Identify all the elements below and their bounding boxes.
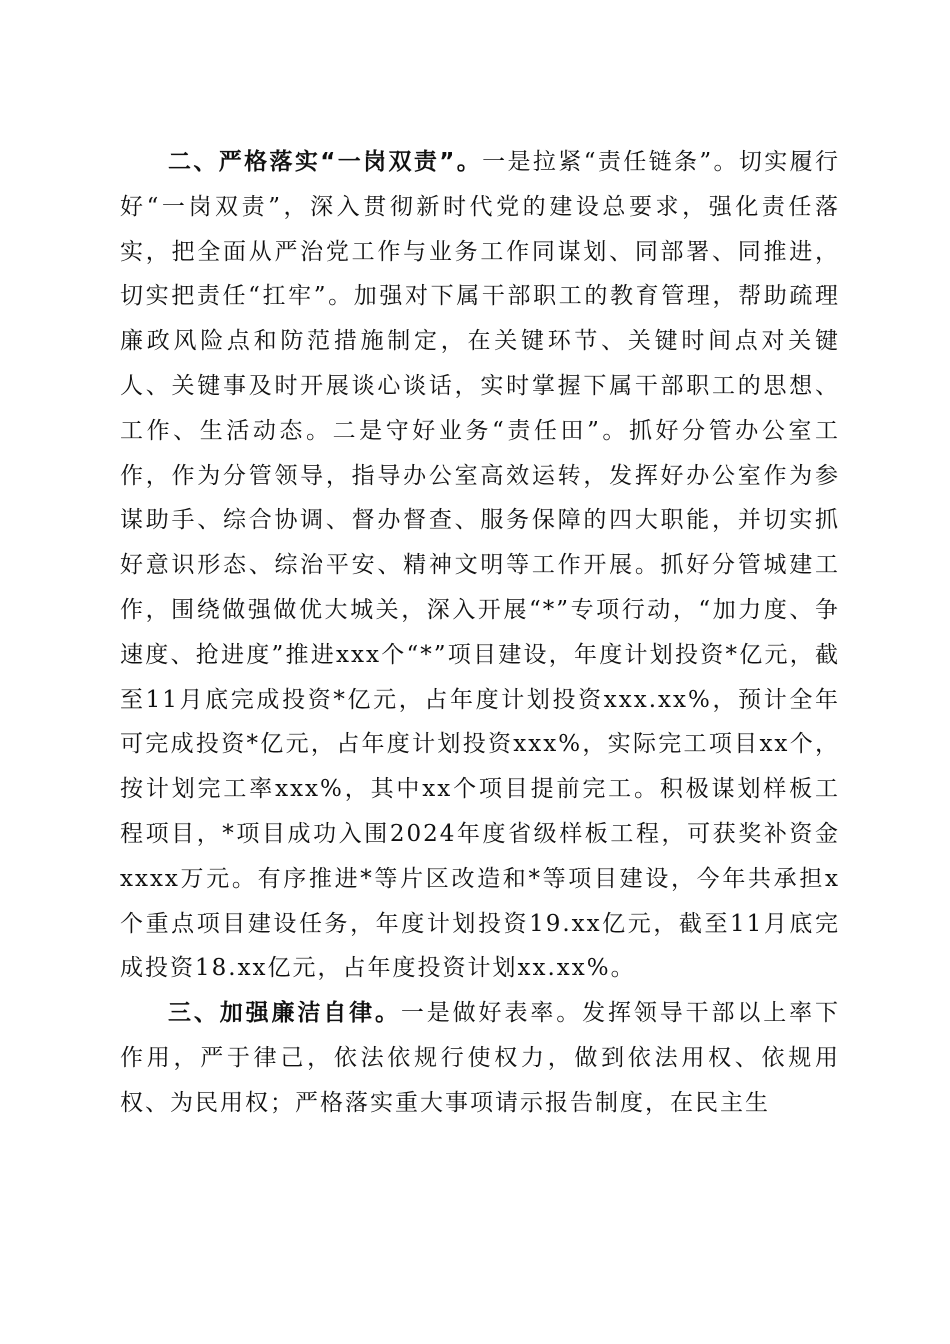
- document-body: [120, 140, 840, 1126]
- paragraph-body-three: 一是做好表率。发挥领导干部以上率下作用，严于律己，依法依规行使权力，做到依法用权、依规用权、为民用权；严格落实重大事项请示报告制度，在民主生: [120, 1000, 841, 1116]
- paragraph-body-two: 一是拉紧“责任链条”。切实履行好“一岗双责”，深入贯彻新时代党的建设总要求，强化责任落实，把全面从严治党工作与业务工作同谋划、同部署、同推进，切实把责任“扛牢”。加强对下属干部职工的教育管理，帮助疏理廉政风险点和防范措施制定，在关键环节、关键时间点对关键人、关键事及时开展谈心谈话，实时掌握下属干部职工的思想、工作、生活动态。二是守好业务“责任田”。抓好分管办公室工作，作为分管领导，指导办公室高效运转，发挥好办公室作为参谋助手、综合协调、督办督查、服务保障的四大职能，并切实抓好意识形态、综治平安、精神文明等工作开展。抓好分管城建工作，围绕做强做优大城关，深入开展“*”专项行动，“加力度、争速度、抢进度”推进xxx个“*”项目建设，年度计划投资*亿元，截至11月底完成投资*亿元，占年度计划投资xxx.xx%，预计全年可完成投资*亿元，占年度计划投资xxx%，实际完工项目xx个，按计划完工率xxx%，其中xx个项目提前完工。积极谋划样板工程项目，*项目成功入围2024年度省级样板工程，可获奖补资金xxxx万元。有序推进*等片区改造和*等项目建设，今年共承担x个重点项目建设任务，年度计划投资19.xx亿元，截至11月底完成投资18.xx亿元，占年度投资计划xx.xx%。: [120, 149, 840, 982]
- paragraph-duty-responsibility: [120, 140, 840, 991]
- section-heading-two: 二、严格落实“一岗双责”。: [168, 149, 483, 175]
- section-heading-three: 三、加强廉洁自律。: [168, 1000, 401, 1027]
- paragraph-integrity-discipline: [120, 991, 840, 1125]
